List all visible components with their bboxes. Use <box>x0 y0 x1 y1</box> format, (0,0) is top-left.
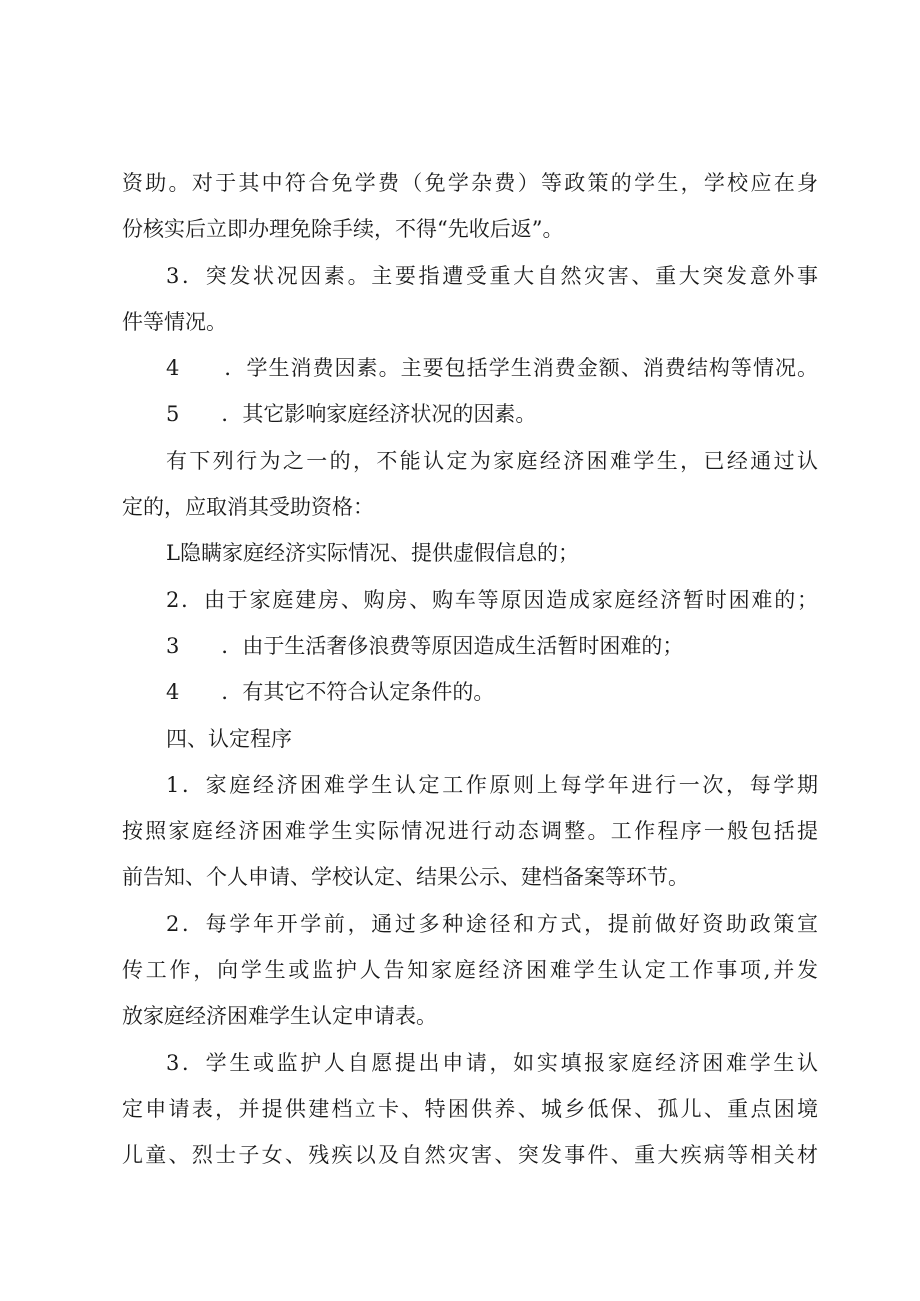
text-line: 前告知、个人申请、学校认定、结果公示、建档备案等环节。 <box>122 865 689 890</box>
text-line: 资助。对于其中符合免学费（免学杂费）等政策的学生，学校应在身 <box>122 171 818 195</box>
text-line: 放家庭经济困难学生认定申请表。 <box>122 1004 437 1029</box>
text-line: 3．突发状况因素。主要指遭受重大自然灾害、重大突发意外事 <box>166 263 818 288</box>
text-line: 5 ．其它影响家庭经济状况的因素。 <box>166 402 537 427</box>
text-line: 定申请表，并提供建档立卡、特困供养、城乡低保、孤儿、重点困境 <box>122 1096 818 1121</box>
text-line: 1．家庭经济困难学生认定工作原则上每学年进行一次，每学期 <box>166 772 818 797</box>
text-line: 件等情况。 <box>122 309 227 334</box>
text-line: 传工作，向学生或监护人告知家庭经济困难学生认定工作事项,并发 <box>122 958 818 983</box>
text-line: 2．每学年开学前，通过多种途径和方式，提前做好资助政策宣 <box>166 911 818 936</box>
document-body <box>122 160 818 1179</box>
text-line: 有下列行为之一的，不能认定为家庭经济困难学生，已经通过认 <box>166 448 818 473</box>
text-line: 3 ．由于生活奢侈浪费等原因造成生活暂时困难的； <box>166 633 684 658</box>
text-line: 份核实后立即办理免除手续，不得“先收后返”。 <box>122 217 564 242</box>
text-line: 按照家庭经济困难学生实际情况进行动态调整。工作程序一般包括提 <box>122 819 818 844</box>
text-line: 4 ．学生消费因素。主要包括学生消费金额、消费结构等情况。 <box>166 356 818 381</box>
text-line: 2．由于家庭建房、购房、购车等原因造成家庭经济暂时困难的； <box>166 587 818 612</box>
text-line: L隐瞒家庭经济实际情况、提供虚假信息的； <box>166 541 579 566</box>
text-line: 4 ．有其它不符合认定条件的。 <box>166 680 495 705</box>
text-line: 儿童、烈士子女、残疾以及自然灾害、突发事件、重大疾病等相关材 <box>122 1143 818 1168</box>
text-line: 3．学生或监护人自愿提出申请，如实填报家庭经济困难学生认 <box>166 1050 818 1075</box>
text-line: 四、认定程序 <box>166 726 292 751</box>
text-line: 定的，应取消其受助资格： <box>122 495 374 520</box>
